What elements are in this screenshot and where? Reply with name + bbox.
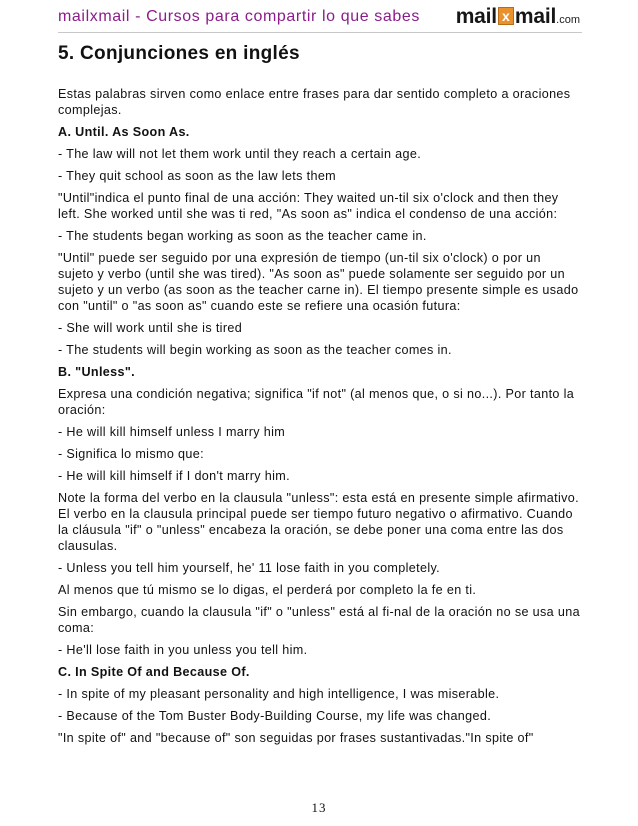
logo-word-1: mail bbox=[455, 5, 497, 28]
header-title: mailxmail - Cursos para compartir lo que sabes bbox=[58, 8, 420, 25]
paragraph: "Until"indica el punto final de una acción: They waited un-til six o'clock and then they left. She worked until she was ti red, "As soon as" indica el condenso de una acción: bbox=[58, 191, 559, 221]
paragraph: - The students began working as soon as the teacher came in. bbox=[58, 229, 427, 243]
paragraph: - They quit school as soon as the law lets them bbox=[58, 169, 337, 183]
page-header bbox=[58, 4, 582, 33]
section-heading: B. "Unless". bbox=[58, 365, 136, 379]
document-body bbox=[58, 86, 580, 752]
section-heading: C. In Spite Of and Because Of. bbox=[58, 665, 250, 679]
paragraph: - She will work until she is tired bbox=[58, 321, 243, 335]
paragraph: Note la forma del verbo en la clausula "unless": esta está en presente simple afirmativo. El verbo en la clausula principal puede ser tiempo futuro negativo o afirmativo. Cuando la cláusula "if" o "unless" encabeza la oración, se debe poner una coma entre las dos clausulas. bbox=[58, 491, 580, 553]
page-number: 13 bbox=[311, 800, 327, 815]
paragraph: - He'll lose faith in you unless you tell him. bbox=[58, 643, 308, 657]
paragraph: Al menos que tú mismo se lo digas, el perderá por completo la fe en ti. bbox=[58, 583, 477, 597]
paragraph: Sin embargo, cuando la clausula "if" o "unless" está al fi-nal de la oración no se usa una coma: bbox=[58, 605, 580, 635]
paragraph: Expresa una condición negativa; significa "if not" (al menos que, o si no...). Por tanto la oración: bbox=[58, 387, 575, 417]
paragraph: - Unless you tell him yourself, he' 11 lose faith in you completely. bbox=[58, 561, 441, 575]
paragraph: "In spite of" and "because of" son seguidas por frases sustantivadas."In spite of" bbox=[58, 731, 534, 745]
paragraph: - He will kill himself unless I marry him bbox=[58, 425, 286, 439]
paragraph: - The law will not let them work until they reach a certain age. bbox=[58, 147, 422, 161]
document-title: 5. Conjunciones en inglés bbox=[58, 43, 300, 64]
paragraph: Estas palabras sirven como enlace entre frases para dar sentido completo a oraciones complejas. bbox=[58, 87, 571, 117]
logo-x: x bbox=[498, 7, 514, 25]
paragraph: - The students will begin working as soon as the teacher comes in. bbox=[58, 343, 452, 357]
paragraph: - He will kill himself if I don't marry him. bbox=[58, 469, 290, 483]
paragraph: - Significa lo mismo que: bbox=[58, 447, 204, 461]
section-heading: A. Until. As Soon As. bbox=[58, 125, 190, 139]
paragraph: - Because of the Tom Buster Body-Building Course, my life was changed. bbox=[58, 709, 492, 723]
paragraph: "Until" puede ser seguido por una expresión de tiempo (un-til six o'clock) o por un sujeto y verbo (until she was tired). "As soon as" puede solamente ser seguido por un sujeto y un verbo (as soon as the teacher carne in). El tiempo presente simple es usado con "until" o "as soon as" cuando este se refiere una ocasión futura: bbox=[58, 251, 579, 313]
paragraph: - In spite of my pleasant personality and high intelligence, I was miserable. bbox=[58, 687, 500, 701]
mailxmail-logo bbox=[456, 5, 580, 29]
logo-suffix: .com bbox=[556, 14, 580, 26]
logo-word-2: mail bbox=[514, 5, 557, 28]
